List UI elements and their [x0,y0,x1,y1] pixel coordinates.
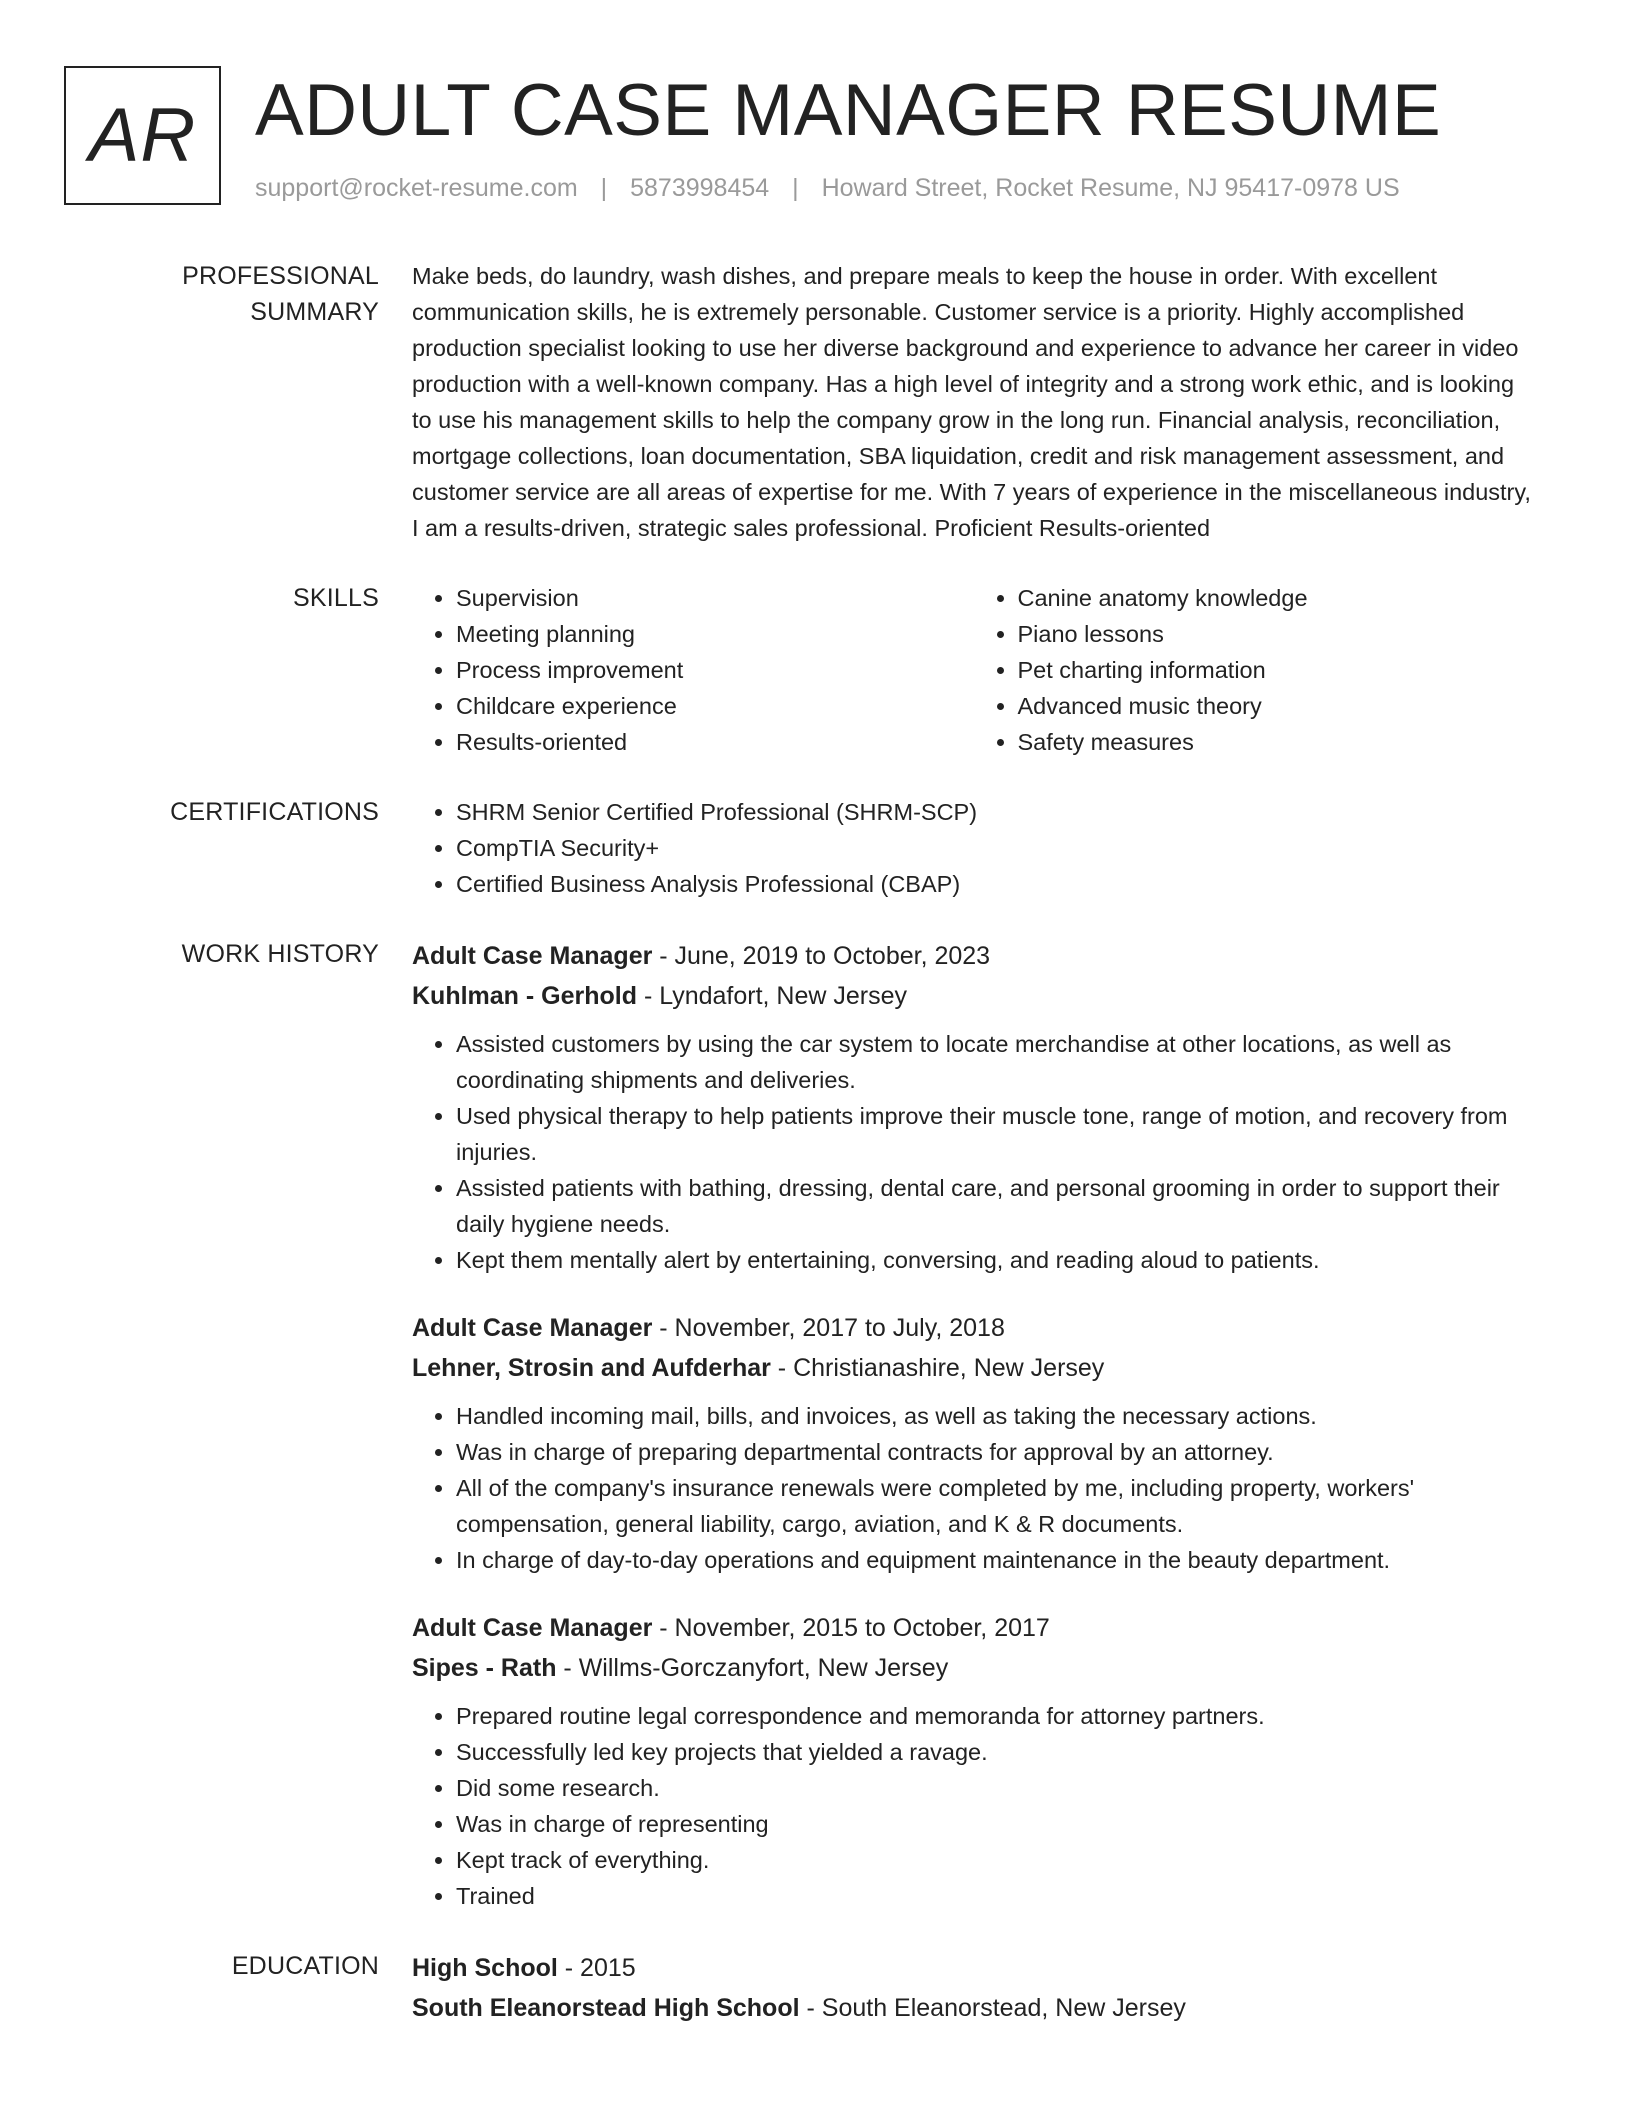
job-dates: - June, 2019 to October, 2023 [652,942,991,970]
skills-section [64,580,1568,760]
skill-item: • Results-oriented [456,724,974,760]
work-history-section [64,936,1568,1914]
job-bullet: • Assisted customers by using the car system to locate merchandise at other locations, as well as coordinating shipments and deliveries. [456,1026,1535,1098]
contact-phone: 5873998454 [630,174,770,202]
skills-list-right [974,580,1536,760]
job-company: Kuhlman - Gerhold [412,982,637,1010]
job-location: - Willms-Gorczanyfort, New Jersey [556,1654,949,1682]
job-dates: - November, 2015 to October, 2017 [652,1614,1050,1642]
job-location: - Christianashire, New Jersey [770,1354,1105,1382]
job-entry [412,1308,1535,1578]
certifications-body [412,794,1535,902]
work-history-body [412,936,1535,1914]
education-school: South Eleanorstead High School [412,1994,800,2022]
job-bullets [412,1398,1535,1578]
job-title: Adult Case Manager [412,1614,653,1642]
skill-item: • Childcare experience [456,688,974,724]
job-bullet: • Used physical therapy to help patients improve their muscle tone, range of motion, and recovery from injuries. [456,1098,1535,1170]
education-degree: High School [412,1954,558,1982]
job-bullet: • Was in charge of preparing departmental contracts for approval by an attorney. [456,1434,1535,1470]
job-company-line [412,976,1535,1016]
job-bullets [412,1698,1535,1914]
job-dates: - November, 2017 to July, 2018 [652,1314,1005,1342]
job-company-line [412,1348,1535,1388]
education-section [64,1948,1568,2028]
contact-email: support@rocket-resume.com [255,174,578,202]
contact-separator: | [600,174,608,202]
job-company: Sipes - Rath [412,1654,557,1682]
job-bullet: • Did some research. [456,1770,1535,1806]
section-label: SKILLS [293,584,379,612]
job-bullet: • Successfully led key projects that yielded a ravage. [456,1734,1535,1770]
job-company-line [412,1648,1535,1688]
skills-grid [412,580,1535,760]
job-title-line [412,1308,1535,1348]
certification-item: • CompTIA Security+ [456,830,1535,866]
section-label: CERTIFICATIONS [170,798,379,826]
section-label: WORK HISTORY [181,940,379,968]
resume-header [64,64,1568,214]
job-entry [412,1608,1535,1914]
contact-separator: | [792,174,799,202]
summary-section [64,258,1568,546]
education-school-line [412,1988,1535,2028]
summary-text: Make beds, do laundry, wash dishes, and prepare meals to keep the house in order. With excellent communication skills, he is extremely personable. Customer service is a priority. Highly accomplished production specialist looking to use her diverse background and experience to advance her career in video production with a well-known company. Has a high level of integrity and a strong work ethic, and is looking to use his management skills to help the company grow in the long run. Financial analysis, reconciliation, mortgage collections, loan documentation, SBA liquidation, credit and risk management assessment, and customer service are all areas of expertise for me. With 7 years of experience in the miscellaneous industry, I am a results-driven, strategic sales professional. Proficient Results-oriented [412,263,1531,541]
job-bullet: • Was in charge of representing [456,1806,1535,1842]
job-bullet: • Trained [456,1878,1535,1914]
job-bullets [412,1026,1535,1278]
job-title-line [412,1608,1535,1648]
skill-item: • Canine anatomy knowledge [1018,580,1536,616]
job-title: Adult Case Manager [412,1314,653,1342]
job-location: - Lyndafort, New Jersey [637,982,908,1010]
job-bullet: • Kept track of everything. [456,1842,1535,1878]
job-bullet: • Assisted patients with bathing, dressing, dental care, and personal grooming in order to support their daily hygiene needs. [456,1170,1535,1242]
skill-item: • Meeting planning [456,616,974,652]
certification-item: • SHRM Senior Certified Professional (SHRM-SCP) [456,794,1535,830]
skills-list-left [412,580,974,760]
skill-item: • Supervision [456,580,974,616]
skill-item: • Safety measures [1018,724,1536,760]
job-bullet: • All of the company's insurance renewals were completed by me, including property, workers' compensation, general liability, cargo, aviation, and K & R documents. [456,1470,1535,1542]
section-label: PROFESSIONAL SUMMARY [182,262,379,326]
education-location: - South Eleanorstead, New Jersey [799,1994,1186,2022]
contact-line [255,174,1400,203]
certifications-list [412,794,1535,902]
job-company: Lehner, Strosin and Aufderhar [412,1354,771,1382]
skill-item: • Pet charting information [1018,652,1536,688]
summary-body [412,258,1535,546]
job-bullet: • Prepared routine legal correspondence and memoranda for attorney partners. [456,1698,1535,1734]
skill-item: • Advanced music theory [1018,688,1536,724]
job-bullet: • In charge of day-to-day operations and equipment maintenance in the beauty department. [456,1542,1535,1578]
job-title: Adult Case Manager [412,942,653,970]
education-body [412,1948,1535,2028]
contact-address: Howard Street, Rocket Resume, NJ 95417-0978 US [821,174,1400,202]
resume-title: ADULT CASE MANAGER RESUME [255,70,1442,151]
education-year: - 2015 [557,1954,636,1982]
certifications-section [64,794,1568,902]
job-bullet: • Kept them mentally alert by entertaining, conversing, and reading aloud to patients. [456,1242,1535,1278]
section-label: EDUCATION [231,1952,379,1980]
resume-sections [64,258,1568,2062]
monogram-badge: AR [64,66,221,205]
job-title-line [412,936,1535,976]
job-entry [412,936,1535,1278]
job-bullet: • Handled incoming mail, bills, and invoices, as well as taking the necessary actions. [456,1398,1535,1434]
certification-item: • Certified Business Analysis Professional (CBAP) [456,866,1535,902]
education-degree-line [412,1948,1535,1988]
skill-item: • Piano lessons [1018,616,1536,652]
skill-item: • Process improvement [456,652,974,688]
